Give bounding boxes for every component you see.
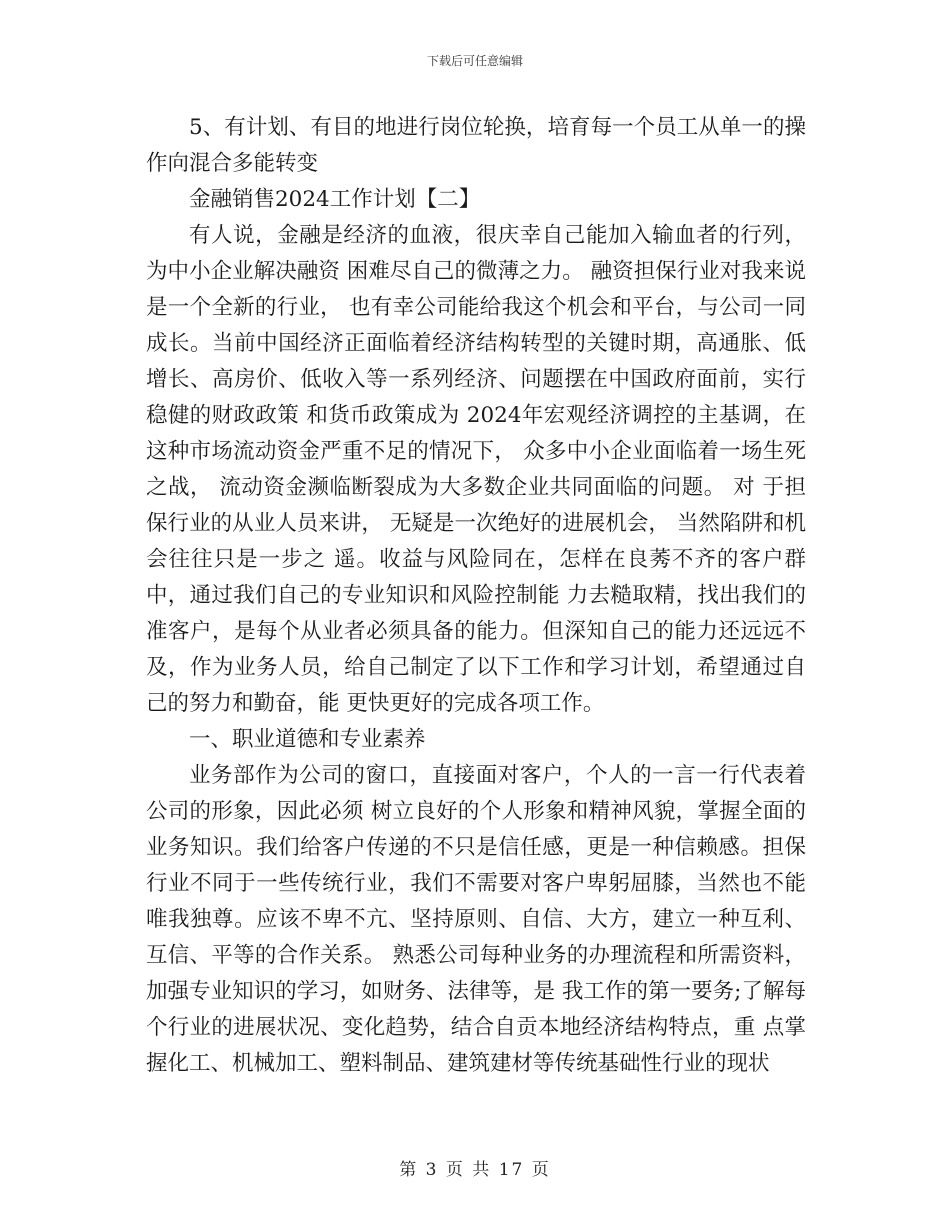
document-body [146, 110, 806, 1082]
page-number: 第 3 页 共 17 页 [399, 1160, 551, 1180]
paragraph-ethics: 业务部作为公司的窗口，直接面对客户，个人的一言一行代表着公司的形象，因此必须 树立良好的个人形象和精神风貌，掌握全面的业务知识。我们给客户传递的不只是信任感，更是一种信赖感。担保行业不同于一些传统行业，我们不需要对客户卑躬屈膝，当然也不能唯我独尊。应该不卑不亢、坚持原则、自信、大方，建立一种互利、互信、平等的合作关系。 熟悉公司每种业务的办理流程和所需资料，加强专业知识的学习，如财务、法律等，是 我工作的第一要务;了解每个行业的进展状况、变化趋势，结合自贡本地经济结构特点，重 点掌握化工、机械加工、塑料制品、建筑建材等传统基础性行业的现状 [146, 763, 806, 1076]
paragraph-intro: 有人说，金融是经济的血液，很庆幸自己能加入输血者的行列，为中小企业解决融资 困难尽自己的微薄之力。 融资担保行业对我来说是一个全新的行业， 也有幸公司能给我这个机会和平台，与公司一同成长。当前中国经济正面临着经济结构转型的关键时期，高通胀、低增长、高房价、低收入等一系列经济、问题摆在中国政府面前，实行稳健的财政政策 和货币政策成为 2024年宏观经济调控的主基调，在这种市场流动资金严重不足的情况下， 众多中小企业面临着一场生死之战， 流动资金濒临断裂成为大多数企业共同面临的问题。 对 于担保行业的从业人员来讲， 无疑是一次绝好的进展机会， 当然陷阱和机会往往只是一步之 遥。收益与风险同在，怎样在良莠不齐的客户群中，通过我们自己的专业知识和风险控制能 力去糙取精，找出我们的准客户，是每个从业者必须具备的能力。但深知自己的能力还远远不及，作为业务人员，给自己制定了以下工作和学习计划，希望通过自己的努力和勤奋，能 更快更好的完成各项工作。 [146, 223, 806, 716]
page-header-note: 下载后可任意编辑 [426, 54, 523, 68]
section-title-plan-two: 金融销售2024工作计划【二】 [189, 187, 481, 212]
section-heading-ethics: 一、职业道德和专业素养 [189, 727, 426, 752]
paragraph-item-5: 5、有计划、有目的地进行岗位轮换，培育每一个员工从单一的操作向混合多能转变 [146, 115, 806, 176]
